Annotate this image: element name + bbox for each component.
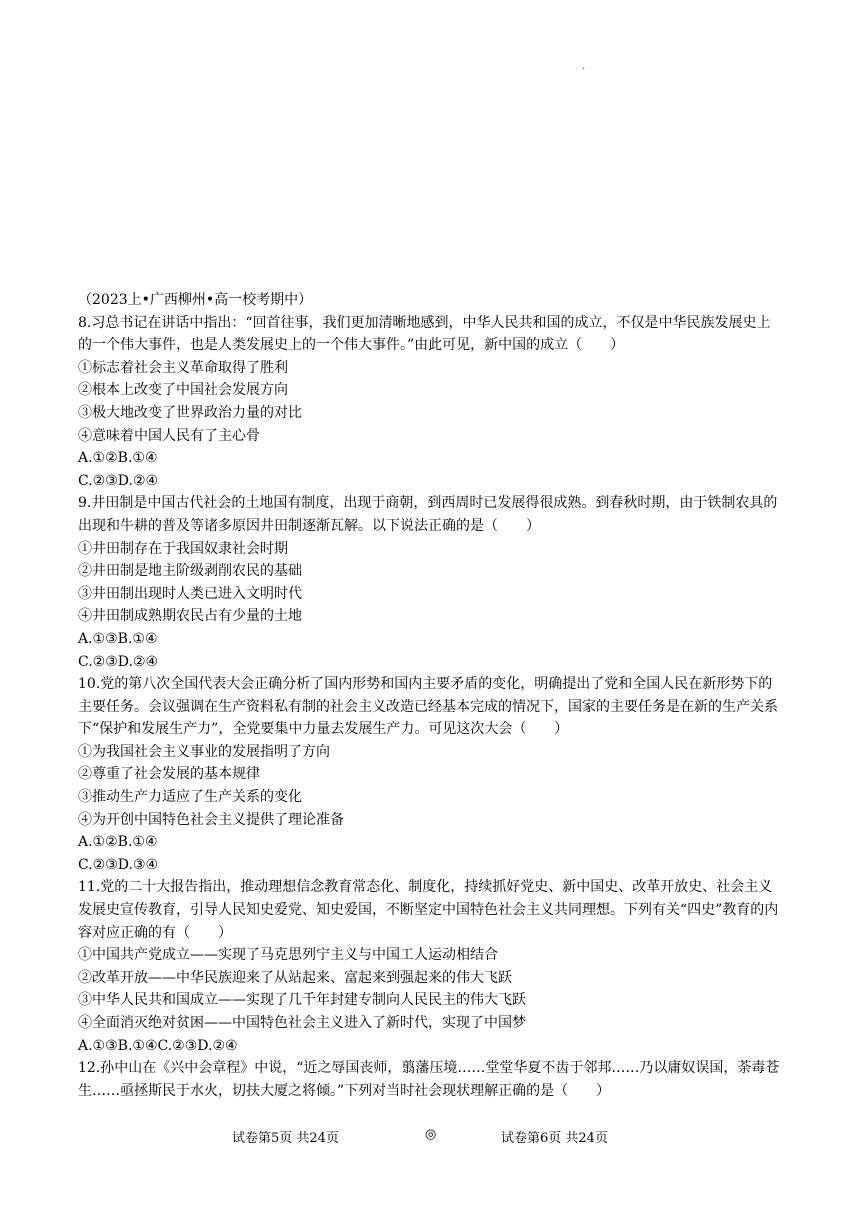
question-stem: 8.习总书记在讲话中指出：“回首往事，我们更加清晰地感到，中华人民共和国的成立，不仅是中华民族发展史上的一个伟大事件，也是人类发展史上的一个伟大事件。”由此可见，新中国的成立（ ） (78, 314, 771, 354)
option: ③极大地改变了世界政治力量的对比 (78, 404, 302, 421)
option: ②根本上改变了中国社会发展方向 (78, 382, 288, 399)
question-11 (78, 876, 784, 1057)
answer-choices: C.②③D.②④ (78, 472, 159, 489)
question-content (78, 289, 784, 1102)
option: ④全面消灭绝对贫困——中国特色社会主义进入了新时代，实现了中国梦 (78, 1015, 526, 1031)
question-12 (78, 1057, 784, 1102)
question-source: （2023上•广西柳州•高一校考期中） (78, 292, 313, 308)
stray-dot: · (582, 64, 586, 75)
option: ②改革开放——中华民族迎来了从站起来、富起来到强起来的伟大飞跃 (78, 969, 512, 986)
option: ②尊重了社会发展的基本规律 (78, 766, 260, 783)
question-stem: 11.党的二十大报告指出，推动理想信念教育常态化、制度化，持续抓好党史、新中国史、改革开放史、社会主义发展史宣传教育，引导人民知史爱党、知史爱国，不断坚定中国特色社会主义共同理想。下列有关“四史”教育的内容对应正确的有（ ） (78, 879, 779, 941)
question-10 (78, 673, 784, 876)
question-8 (78, 312, 784, 493)
option: ④意味着中国人民有了主心骨 (78, 427, 260, 444)
answer-choices: A.①②B.①④ (78, 834, 158, 851)
question-stem: 12.孙中山在《兴中会章程》中说，“近之辱国丧师，翦藩压境……堂堂华夏不齿于邻邦……乃以庸奴误国，荼毒苍生……亟拯斯民于水火，切扶大厦之将倾。”下列对当时社会现状理解正确的是（ ） (78, 1060, 780, 1099)
footer-page-left: 试卷第5页 共24页 (232, 1131, 339, 1146)
option: ②井田制是地主阶级剥削农民的基础 (78, 563, 302, 580)
answer-choices: C.②③D.③④ (78, 856, 159, 873)
option: ④井田制成熟期农民占有少量的土地 (78, 608, 302, 625)
question-stem: 9.井田制是中国古代社会的土地国有制度，出现于商朝，到西周时已发展得很成熟。到春秋时期，由于铁制农具的出现和牛耕的普及等诸多原因井田制逐渐瓦解。以下说法正确的是（ ） (78, 495, 778, 534)
answer-choices: C.②③D.②④ (78, 653, 159, 670)
footer-page-right: 试卷第6页 共24页 (501, 1131, 608, 1146)
answer-choices: A.①②B.①④ (78, 450, 158, 467)
footer-separator: ◎ (425, 1127, 437, 1142)
option: ①标志着社会主义革命取得了胜利 (78, 359, 288, 376)
answer-choices: A.①③B.①④C.②③D.②④ (78, 1037, 238, 1054)
answer-choices: A.①③B.①④ (78, 630, 158, 647)
question-stem: 10.党的第八次全国代表大会正确分析了国内形势和国内主要矛盾的变化，明确提出了党和全国人民在新形势下的主要任务。会议强调在生产资料私有制的社会主义改造已经基本完成的情况下，国家的主要任务是在新的生产关系下“保护和发展生产力”，全党要集中力量去发展生产力。可见这次大会（ ） (78, 676, 778, 738)
option: ③井田制出现时人类已进入文明时代 (78, 585, 302, 602)
option: ①井田制存在于我国奴隶社会时期 (78, 540, 288, 557)
option: ③中华人民共和国成立——实现了几千年封建专制向人民民主的伟大飞跃 (78, 992, 526, 1009)
option: ④为开创中国特色社会主义提供了理论准备 (78, 811, 344, 828)
option: ①为我国社会主义事业的发展指明了方向 (78, 743, 330, 760)
question-9 (78, 492, 784, 673)
option: ①中国共产党成立——实现了马克思列宁主义与中国工人运动相结合 (78, 947, 498, 964)
option: ③推动生产力适应了生产关系的变化 (78, 789, 302, 806)
